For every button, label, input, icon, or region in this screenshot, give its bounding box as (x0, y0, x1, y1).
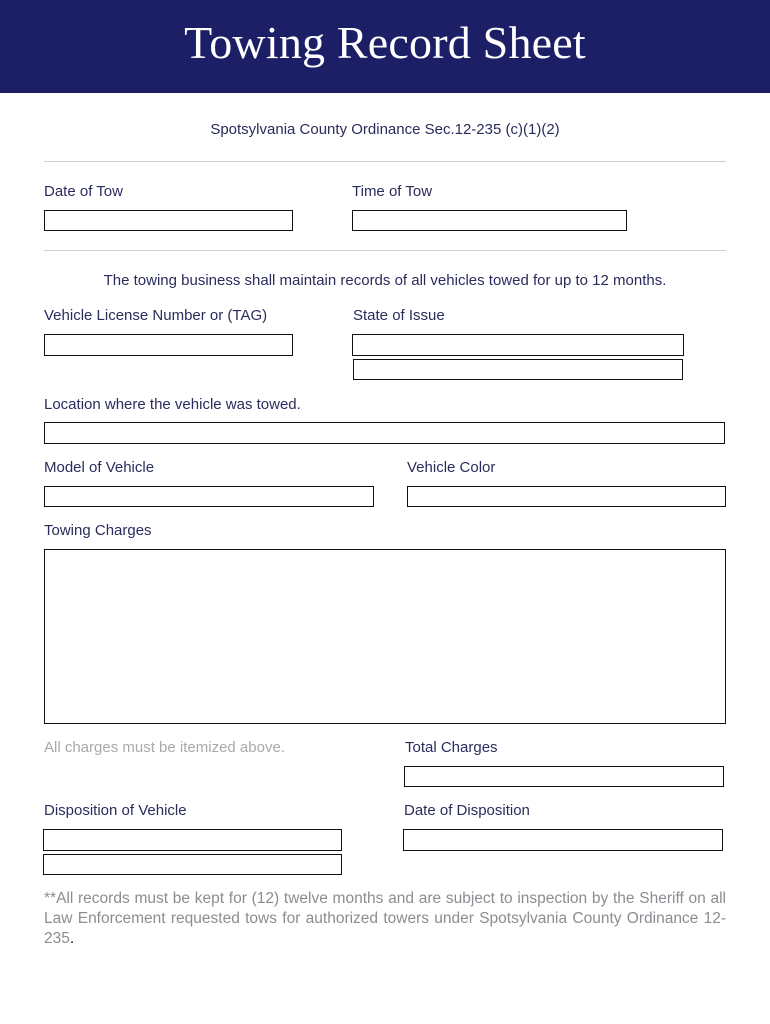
date-of-tow-field[interactable] (44, 210, 293, 231)
disposition-label: Disposition of Vehicle (44, 802, 187, 819)
total-charges-field[interactable] (404, 766, 724, 787)
divider (44, 161, 726, 162)
license-number-field[interactable] (44, 334, 293, 356)
towing-charges-field[interactable] (44, 549, 726, 724)
disposition-field[interactable] (43, 829, 342, 851)
state-of-issue-label: State of Issue (353, 307, 445, 324)
divider (44, 250, 726, 251)
date-of-disposition-field[interactable] (403, 829, 723, 851)
itemize-note: All charges must be itemized above. (44, 739, 285, 756)
state-of-issue-field-2[interactable] (353, 359, 683, 380)
date-of-disposition-label: Date of Disposition (404, 802, 530, 819)
time-of-tow-label: Time of Tow (352, 183, 433, 200)
page-title: Towing Record Sheet (184, 17, 586, 68)
footnote (44, 889, 726, 949)
model-label: Model of Vehicle (44, 459, 155, 476)
location-label: Location where the vehicle was towed. (44, 396, 301, 413)
model-field[interactable] (44, 486, 374, 507)
disposition-field-2[interactable] (43, 854, 342, 875)
state-of-issue-field[interactable] (352, 334, 684, 356)
license-number-label: Vehicle License Number or (TAG) (44, 307, 268, 324)
total-charges-label: Total Charges (405, 739, 498, 756)
date-of-tow-label: Date of Tow (44, 183, 123, 200)
intro-text: The towing business shall maintain records of all vehicles towed for up to 12 months. (103, 272, 667, 289)
location-field[interactable] (44, 422, 725, 444)
color-field[interactable] (407, 486, 726, 507)
towing-charges-label: Towing Charges (44, 522, 152, 539)
footnote-end-mark: . (69, 930, 75, 947)
footnote-text: **All records must be kept for (12) twelve months and are subject to inspection by the Sheriff on all Law Enforcement requested tows for authorized towers under Spotsylvania County Ordinance 12-235 (44, 890, 726, 947)
ordinance-subtitle: Spotsylvania County Ordinance Sec.12-235 (c)(1)(2) (210, 121, 560, 138)
time-of-tow-field[interactable] (352, 210, 627, 231)
header-banner (0, 0, 770, 93)
color-label: Vehicle Color (407, 459, 496, 476)
